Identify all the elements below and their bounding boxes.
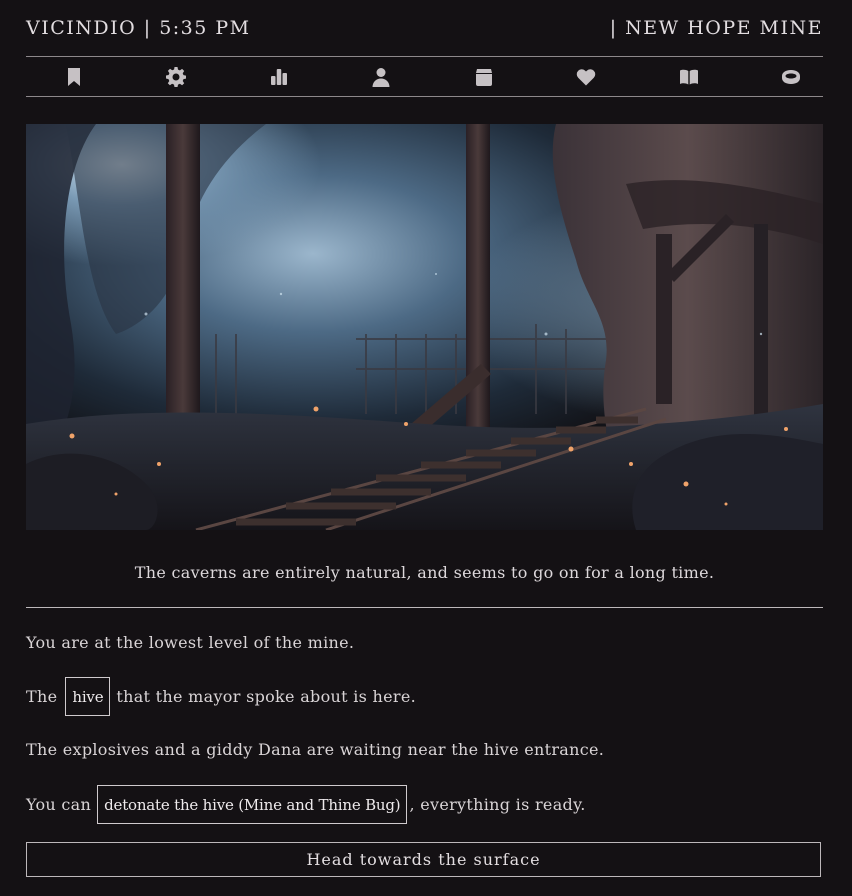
story-paragraph-2 (26, 676, 823, 716)
caption-divider (26, 607, 823, 608)
bookmark-icon[interactable] (62, 65, 86, 89)
hive-link[interactable]: hive (65, 677, 110, 716)
head-to-surface-button[interactable]: Head towards the surface (26, 842, 821, 877)
person-icon[interactable] (369, 65, 393, 89)
story-paragraph-1: You are at the lowest level of the mine. (26, 633, 355, 652)
menu-divider (26, 96, 823, 97)
illustration-caption: The caverns are entirely natural, and seems to go on for a long time. (134, 563, 715, 582)
menu-bar (26, 57, 823, 96)
player-time-label: VICINDIO | 5:35 PM (26, 17, 251, 39)
story-paragraph-3: The explosives and a giddy Dana are waiting near the hive entrance. (26, 740, 605, 759)
heart-icon[interactable] (574, 65, 598, 89)
story-text: , everything is ready. (409, 794, 586, 814)
status-header (26, 14, 823, 42)
location-label: | NEW HOPE MINE (609, 17, 823, 39)
ring-icon[interactable] (779, 65, 803, 89)
story-text: You can (26, 794, 92, 814)
story-text: The (26, 686, 58, 706)
location-illustration (26, 124, 823, 530)
story-text: that the mayor spoke about is here. (116, 686, 417, 706)
book-icon[interactable] (677, 65, 701, 89)
story-paragraph-4 (26, 784, 823, 824)
detonate-hive-link[interactable]: detonate the hive (Mine and Thine Bug) (97, 785, 407, 824)
stats-icon[interactable] (267, 65, 291, 89)
inventory-icon[interactable] (472, 65, 496, 89)
gear-icon[interactable] (164, 65, 188, 89)
